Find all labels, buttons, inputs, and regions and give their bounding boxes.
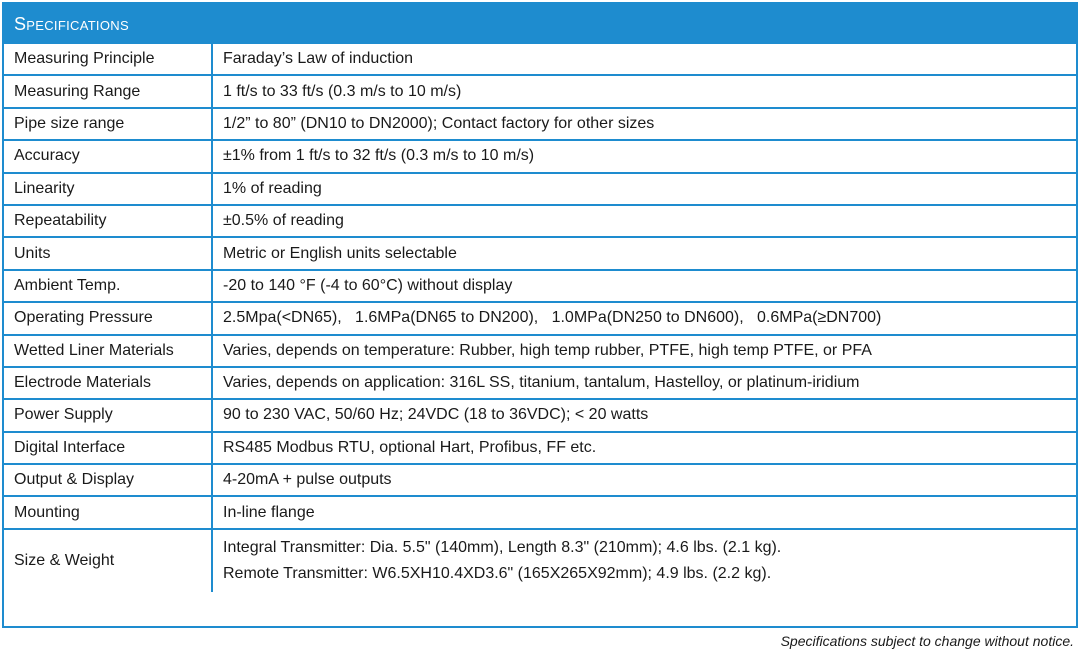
spec-label-size-weight: Size & Weight <box>4 529 212 592</box>
spec-value-measuring-principle: Faraday’s Law of induction <box>212 44 1076 75</box>
table-row <box>4 108 1076 140</box>
table-row <box>4 335 1076 367</box>
spec-value-linearity: 1% of reading <box>212 173 1076 205</box>
table-row <box>4 496 1076 528</box>
spec-label-measuring-principle: Measuring Principle <box>4 44 212 75</box>
specifications-table <box>4 44 1076 592</box>
spec-label-digital-interface: Digital Interface <box>4 432 212 464</box>
spec-label-measuring-range: Measuring Range <box>4 75 212 107</box>
table-row <box>4 529 1076 592</box>
specifications-card <box>2 2 1078 628</box>
spec-value-digital-interface: RS485 Modbus RTU, optional Hart, Profibus, FF etc. <box>212 432 1076 464</box>
spec-label-repeatability: Repeatability <box>4 205 212 237</box>
spec-value-units: Metric or English units selectable <box>212 237 1076 269</box>
spec-value-power-supply: 90 to 230 VAC, 50/60 Hz; 24VDC (18 to 36VDC); < 20 watts <box>212 399 1076 431</box>
spec-value-measuring-range: 1 ft/s to 33 ft/s (0.3 m/s to 10 m/s) <box>212 75 1076 107</box>
specifications-header <box>4 4 1076 44</box>
table-row <box>4 399 1076 431</box>
spec-label-mounting: Mounting <box>4 496 212 528</box>
spec-value-output-display: 4-20mA + pulse outputs <box>212 464 1076 496</box>
table-row <box>4 75 1076 107</box>
spec-label-electrode-materials: Electrode Materials <box>4 367 212 399</box>
footnote: Specifications subject to change without notice. <box>780 633 1074 649</box>
spec-value-ambient-temp: -20 to 140 °F (-4 to 60°C) without display <box>212 270 1076 302</box>
table-row <box>4 302 1076 334</box>
spec-value-repeatability: ±0.5% of reading <box>212 205 1076 237</box>
spec-label-power-supply: Power Supply <box>4 399 212 431</box>
spec-label-operating-pressure: Operating Pressure <box>4 302 212 334</box>
spec-value-operating-pressure: 2.5Mpa(<DN65), 1.6MPa(DN65 to DN200), 1.0MPa(DN250 to DN600), 0.6MPa(≥DN700) <box>212 302 1076 334</box>
table-row <box>4 367 1076 399</box>
spec-label-wetted-liner-materials: Wetted Liner Materials <box>4 335 212 367</box>
spec-label-accuracy: Accuracy <box>4 140 212 172</box>
spec-value-size-weight-integral: Integral Transmitter: Dia. 5.5" (140mm), Length 8.3" (210mm); 4.6 lbs. (2.1 kg). <box>223 538 782 556</box>
spec-value-accuracy: ±1% from 1 ft/s to 32 ft/s (0.3 m/s to 10 m/s) <box>212 140 1076 172</box>
table-row <box>4 237 1076 269</box>
table-row <box>4 432 1076 464</box>
table-row <box>4 140 1076 172</box>
spec-value-pipe-size-range: 1/2” to 80” (DN10 to DN2000); Contact factory for other sizes <box>212 108 1076 140</box>
spec-value-size-weight-remote: Remote Transmitter: W6.5XH10.4XD3.6" (165X265X92mm); 4.9 lbs. (2.2 kg). <box>223 564 772 582</box>
table-row <box>4 270 1076 302</box>
spec-value-size-weight <box>212 529 1076 592</box>
spec-label-ambient-temp: Ambient Temp. <box>4 270 212 302</box>
table-row <box>4 44 1076 75</box>
spec-value-electrode-materials: Varies, depends on application: 316L SS, titanium, tantalum, Hastelloy, or platinum-iridium <box>212 367 1076 399</box>
spec-label-linearity: Linearity <box>4 173 212 205</box>
table-row <box>4 464 1076 496</box>
spec-value-wetted-liner-materials: Varies, depends on temperature: Rubber, high temp rubber, PTFE, high temp PTFE, or PFA <box>212 335 1076 367</box>
spec-value-mounting: In-line flange <box>212 496 1076 528</box>
spec-label-output-display: Output & Display <box>4 464 212 496</box>
spec-label-pipe-size-range: Pipe size range <box>4 108 212 140</box>
spec-label-units: Units <box>4 237 212 269</box>
table-row <box>4 205 1076 237</box>
specifications-title: Specifications <box>14 13 129 34</box>
table-row <box>4 173 1076 205</box>
